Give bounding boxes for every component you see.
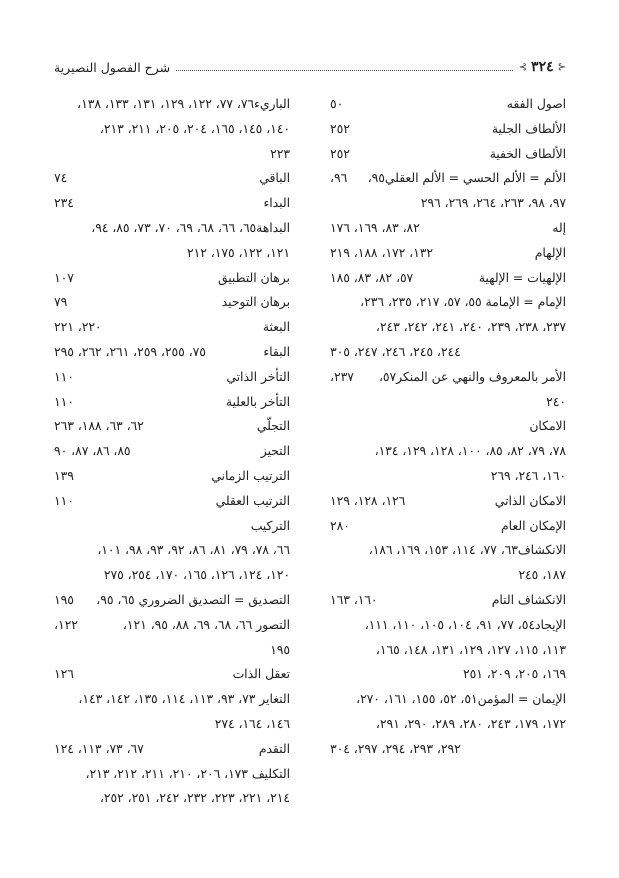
index-entry <box>54 464 290 489</box>
index-columns <box>54 92 566 832</box>
entry-term: التصور ٦٦، ٦٨، ٦٩، ٨٨، ٩٥، ١٢١، <box>122 617 290 632</box>
entry-pages: ١٢٦ <box>54 667 74 682</box>
index-line <box>330 638 566 663</box>
index-line <box>54 638 290 663</box>
index-line <box>330 687 566 712</box>
index-entry <box>54 191 290 216</box>
entry-term: الإلهام <box>534 245 566 260</box>
index-line <box>330 340 566 365</box>
line-text: ٢٩٢، ٢٩٣، ٢٩٤، ٢٩٧، ٣٠٤ <box>330 741 461 756</box>
line-text: الامكان <box>529 419 566 434</box>
entry-term: الباقي <box>259 171 290 186</box>
running-header <box>54 56 566 78</box>
line-text: ٧٨، ٧٩، ٨٢، ٨٥، ١٠٠، ١٢٨، ١٢٩، ١٣٤، <box>374 444 566 459</box>
line-text: الإيجاد٥٤، ٧٧، ٩١، ١٠٤، ١٠٥، ١١٠، ١١١، <box>364 617 566 632</box>
entry-term: الإلهيات = الإلهية <box>478 270 566 285</box>
left-column <box>54 92 290 832</box>
line-text: ٢٢٣ <box>270 146 290 161</box>
index-entry <box>54 489 290 514</box>
index-line <box>330 538 566 563</box>
index-entry <box>330 117 566 142</box>
line-text: ١١٣، ١١٥، ١٢٧، ١٢٩، ١٣١، ١٤٨، ١٦٥، <box>375 642 566 657</box>
line-text: ١٨٧، ٢٤٥ <box>518 568 566 583</box>
entry-pages: ١٣٩ <box>54 468 74 483</box>
entry-term: البقاء <box>263 344 290 359</box>
index-line <box>330 737 566 762</box>
index-line <box>330 712 566 737</box>
line-text: ٢٤٠ <box>546 394 566 409</box>
line-text: الانكشاف٦٣، ٧٧، ١١٤، ١٥٣، ١٦٩، ١٨٦، <box>368 543 566 558</box>
entry-pages: ٢٣٧، <box>330 369 354 384</box>
index-entry <box>330 241 566 266</box>
index-entry <box>54 662 290 687</box>
entry-term: إله <box>552 220 566 235</box>
line-text: ٢٤٤، ٢٤٥، ٢٤٦، ٢٤٧، ٣٠٥ <box>330 344 461 359</box>
entry-pages: ٧٥، ٢٥٥، ٢٥٩، ٢٦١، ٢٦٢، ٢٩٥ <box>54 344 206 359</box>
index-entry <box>330 588 566 613</box>
index-line <box>54 538 290 563</box>
line-text: التركيب <box>250 518 290 533</box>
line-text: ٢١٤، ٢٢١، ٢٢٣، ٢٣٢، ٢٤٢، ٢٥١، ٢٥٢، <box>99 791 290 806</box>
index-line <box>54 514 290 539</box>
entry-term: التحيز <box>260 444 290 459</box>
index-line <box>330 563 566 588</box>
entry-pages: ٦٢، ٦٣، ١٨٨، ٢٦٣ <box>54 419 144 434</box>
line-text: ٦٦، ٧٨، ٧٩، ٨١، ٨٦، ٩٢، ٩٣، ٩٨، ١٠١، <box>97 543 290 558</box>
index-line <box>330 414 566 439</box>
index-line <box>54 117 290 142</box>
index-line <box>330 315 566 340</box>
page-number: ٣٢٤ <box>531 59 554 75</box>
entry-term: اصول الفقه <box>506 97 566 111</box>
entry-pages: ١١٠ <box>54 369 74 384</box>
ornament-right-icon: ⊰ <box>557 61 566 73</box>
entry-pages: ١٢٢، <box>54 617 78 632</box>
index-entry <box>54 390 290 415</box>
index-line <box>54 762 290 787</box>
dotted-leader <box>176 70 513 71</box>
index-entry <box>54 737 290 762</box>
index-line <box>330 613 566 638</box>
index-line <box>54 786 290 811</box>
line-text: التكليف ١٧٣، ٢٠٦، ٢١٠، ٢١١، ٢١٢، ٢١٣، <box>85 766 290 781</box>
entry-pages: ٧٩ <box>54 295 68 310</box>
index-entry <box>330 489 566 514</box>
index-entry <box>330 266 566 291</box>
entry-pages: ١٣٢، ١٧٢، ١٨٨، ٢١٩ <box>330 245 433 260</box>
line-text: ٩٧، ٩٨، ٢٦٣، ٢٦٤، ٢٦٩، ٢٩٦ <box>420 196 566 211</box>
entry-term: الألطاف الخفية <box>489 146 566 161</box>
entry-term: الامكان الذاتي <box>494 493 566 508</box>
line-text: الإيمان = المؤمن٥١، ٥٢، ١٥٥، ١٦١، ٢٧٠، <box>356 692 566 707</box>
entry-pages: ٨٥، ٨٦، ٨٧، ٩٠ <box>54 444 131 459</box>
entry-pages: ٨٢، ٨٣، ١٦٩، ١٧٦ <box>330 220 420 235</box>
entry-pages: ٢٣٤ <box>54 196 74 211</box>
line-text: الإمام = الإمامة ٥٥، ٥٧، ٢١٧، ٢٣٥، ٢٣٦، <box>360 295 566 310</box>
entry-pages: ٦٧، ٧٣، ١١٣، ١٢٤ <box>54 741 144 756</box>
entry-term: برهان التطبيق <box>217 270 290 285</box>
entry-pages: ٧٤ <box>54 171 68 186</box>
line-text: الباريء٧٦، ٧٧، ١٢٢، ١٢٩، ١٣١، ١٣٣، ١٣٨، <box>77 97 290 111</box>
index-line <box>330 390 566 415</box>
entry-term: الترتيب العقلي <box>215 493 290 508</box>
entry-term: تعقل الذات <box>232 667 290 682</box>
entry-term: الألم = الألم الحسي = الألم العقلي٩٥، <box>367 171 566 186</box>
line-text: البداهة٦٥، ٦٦، ٦٨، ٦٩، ٧٠، ٧٣، ٨٥، ٩٤، <box>91 220 290 235</box>
entry-pages: ١٠٧ <box>54 270 74 285</box>
line-text: ١٢١، ١٢٢، ١٧٥، ٢١٢ <box>187 245 290 260</box>
entry-term: الأمر بالمعروف والنهي عن المنكر٥٧، <box>378 369 566 384</box>
entry-pages: ١٢٦، ١٢٨، ١٢٩ <box>330 493 406 508</box>
line-text: ١٦٩، ٢٠٥، ٢٠٩، ٢٥١ <box>463 667 566 682</box>
entry-pages: ٥٧، ٨٢، ٨٣، ١٨٥ <box>330 270 414 285</box>
entry-term: التأخر الذاتي <box>226 369 290 384</box>
line-text: ١٩٥ <box>270 642 290 657</box>
entry-pages: ١١٠ <box>54 394 74 409</box>
index-line <box>54 563 290 588</box>
index-line <box>54 687 290 712</box>
index-line <box>54 142 290 167</box>
line-text: ١٤٠، ١٤٥، ١٦٥، ٢٠٤، ٢٠٥، ٢١١، ٢١٣، <box>99 121 290 136</box>
index-line <box>54 241 290 266</box>
entry-pages: ٩٦، <box>330 171 348 186</box>
index-entry <box>54 315 290 340</box>
index-line <box>54 216 290 241</box>
entry-term: الألطاف الجلية <box>491 121 566 136</box>
entry-pages: ١١٠ <box>54 493 74 508</box>
index-entry <box>330 166 566 191</box>
line-text: ١٢٠، ١٢٤، ١٢٦، ١٦٥، ١٧٠، ٢٥٤، ٢٧٥ <box>103 568 290 583</box>
entry-term: الإمكان العام <box>501 518 566 533</box>
index-entry <box>330 216 566 241</box>
index-entry <box>54 588 290 613</box>
index-entry <box>54 266 290 291</box>
page-number-box <box>519 59 566 75</box>
index-entry <box>54 340 290 365</box>
entry-term: التجلّي <box>256 419 290 434</box>
ornament-left-icon: ⊱ <box>518 61 528 73</box>
entry-term: الترتيب الزماني <box>211 468 290 483</box>
index-line <box>330 662 566 687</box>
index-entry <box>330 142 566 167</box>
index-entry <box>54 365 290 390</box>
line-text: التغاير ٧٣، ٩٣، ١١٣، ١١٤، ١٣٥، ١٤٢، ١٤٣، <box>78 692 290 707</box>
entry-pages: ٢٥٢ <box>330 121 350 136</box>
line-text: ١٦٠، ٢٤٦، ٢٦٩ <box>490 468 566 483</box>
entry-term: برهان التوحيد <box>221 295 290 310</box>
entry-pages: ٥٠ <box>330 97 344 111</box>
entry-pages: ٢٨٠ <box>330 518 350 533</box>
index-line <box>330 191 566 216</box>
index-line <box>330 290 566 315</box>
entry-pages: ١٩٥ <box>54 592 74 607</box>
entry-pages: ٢٥٢ <box>330 146 350 161</box>
index-line <box>54 712 290 737</box>
index-entry <box>54 414 290 439</box>
index-line <box>330 464 566 489</box>
entry-term: التصديق = التصديق الضروري ٦٥، ٩٥، <box>96 592 290 607</box>
entry-term: البعثة <box>262 320 290 335</box>
index-entry <box>330 514 566 539</box>
index-entry <box>330 92 566 117</box>
index-entry <box>54 290 290 315</box>
line-text: ١٧٢، ١٧٩، ٢٤٣، ٢٨٠، ٢٨٩، ٢٩٠، ٢٩١، <box>375 716 566 731</box>
index-entry <box>54 166 290 191</box>
right-column <box>330 92 566 832</box>
index-line <box>54 92 290 117</box>
index-line <box>330 439 566 464</box>
entry-term: التأخر بالعلية <box>225 394 290 409</box>
line-text: ٢٣٧، ٢٣٨، ٢٣٩، ٢٤٠، ٢٤١، ٢٤٢، ٢٤٣، <box>375 320 566 335</box>
index-entry <box>54 439 290 464</box>
entry-pages: ٢٢٠، ٢٢١ <box>54 320 102 335</box>
entry-term: البداء <box>263 196 290 211</box>
entry-pages: ١٦٠، ١٦٣ <box>330 592 378 607</box>
index-entry <box>54 613 290 638</box>
entry-term: الانكشاف التام <box>491 592 566 607</box>
line-text: ١٤٦، ١٦٤، ٢٧٤ <box>214 716 290 731</box>
index-entry <box>330 365 566 390</box>
running-title: شرح الفصول النصيرية <box>54 59 171 75</box>
entry-term: التقدم <box>258 741 290 756</box>
